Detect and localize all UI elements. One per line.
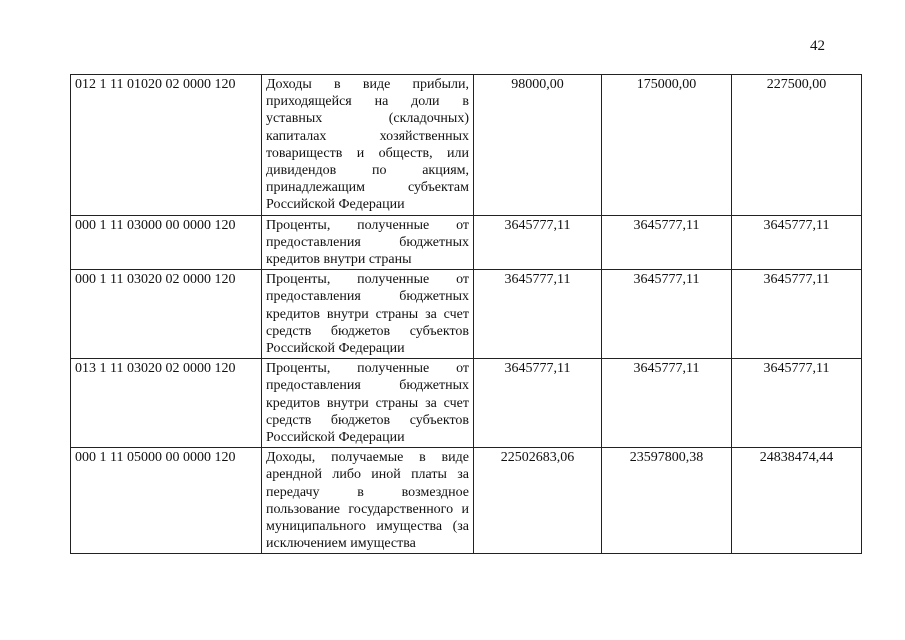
revenue-name-cell bbox=[262, 448, 474, 554]
amount-year2-cell: 3645777,11 bbox=[602, 215, 732, 270]
amount-year3-cell: 227500,00 bbox=[732, 75, 862, 216]
amount-year1-cell: 3645777,11 bbox=[474, 359, 602, 448]
table-row bbox=[71, 448, 862, 554]
amount-year3-cell: 24838474,44 bbox=[732, 448, 862, 554]
revenue-code-cell: 013 1 11 03020 02 0000 120 bbox=[71, 359, 262, 448]
table-row bbox=[71, 215, 862, 270]
amount-year1-cell: 22502683,06 bbox=[474, 448, 602, 554]
revenue-code-cell: 000 1 11 05000 00 0000 120 bbox=[71, 448, 262, 554]
amount-year2-cell: 3645777,11 bbox=[602, 270, 732, 359]
amount-year2-cell: 3645777,11 bbox=[602, 359, 732, 448]
page-number: 42 bbox=[810, 38, 825, 54]
amount-year2-cell: 175000,00 bbox=[602, 75, 732, 216]
revenue-name-cell: Доходы в виде прибыли, приходящейся на доли в уставных (складочных) капиталах хозяйственных товариществ и обществ, или дивидендов по акциям, принадлежащим субъектам Российской Федерации bbox=[262, 75, 474, 216]
revenue-code-cell: 000 1 11 03020 02 0000 120 bbox=[71, 270, 262, 359]
amount-year3-cell: 3645777,11 bbox=[732, 215, 862, 270]
amount-year2-cell: 23597800,38 bbox=[602, 448, 732, 554]
budget-revenue-table bbox=[70, 74, 862, 554]
table-row bbox=[71, 270, 862, 359]
revenue-name-cell: Проценты, полученные от предоставления бюджетных кредитов внутри страны за счет средств бюджетов субъектов Российской Федерации bbox=[262, 359, 474, 448]
table-row bbox=[71, 359, 862, 448]
revenue-name-cell: Проценты, полученные от предоставления бюджетных кредитов внутри страны за счет средств бюджетов субъектов Российской Федерации bbox=[262, 270, 474, 359]
table-row bbox=[71, 75, 862, 216]
amount-year3-cell: 3645777,11 bbox=[732, 359, 862, 448]
revenue-name-cell: Проценты, полученные от предоставления бюджетных кредитов внутри страны bbox=[262, 215, 474, 270]
amount-year3-cell: 3645777,11 bbox=[732, 270, 862, 359]
revenue-code-cell: 012 1 11 01020 02 0000 120 bbox=[71, 75, 262, 216]
revenue-name-text: Доходы, получаемые в виде арендной либо иной платы за передачу в возмездное пользование государственного и муниципального имущества (за исключением имущества bbox=[266, 450, 469, 552]
amount-year1-cell: 3645777,11 bbox=[474, 215, 602, 270]
amount-year1-cell: 3645777,11 bbox=[474, 270, 602, 359]
amount-year1-cell: 98000,00 bbox=[474, 75, 602, 216]
revenue-code-cell: 000 1 11 03000 00 0000 120 bbox=[71, 215, 262, 270]
